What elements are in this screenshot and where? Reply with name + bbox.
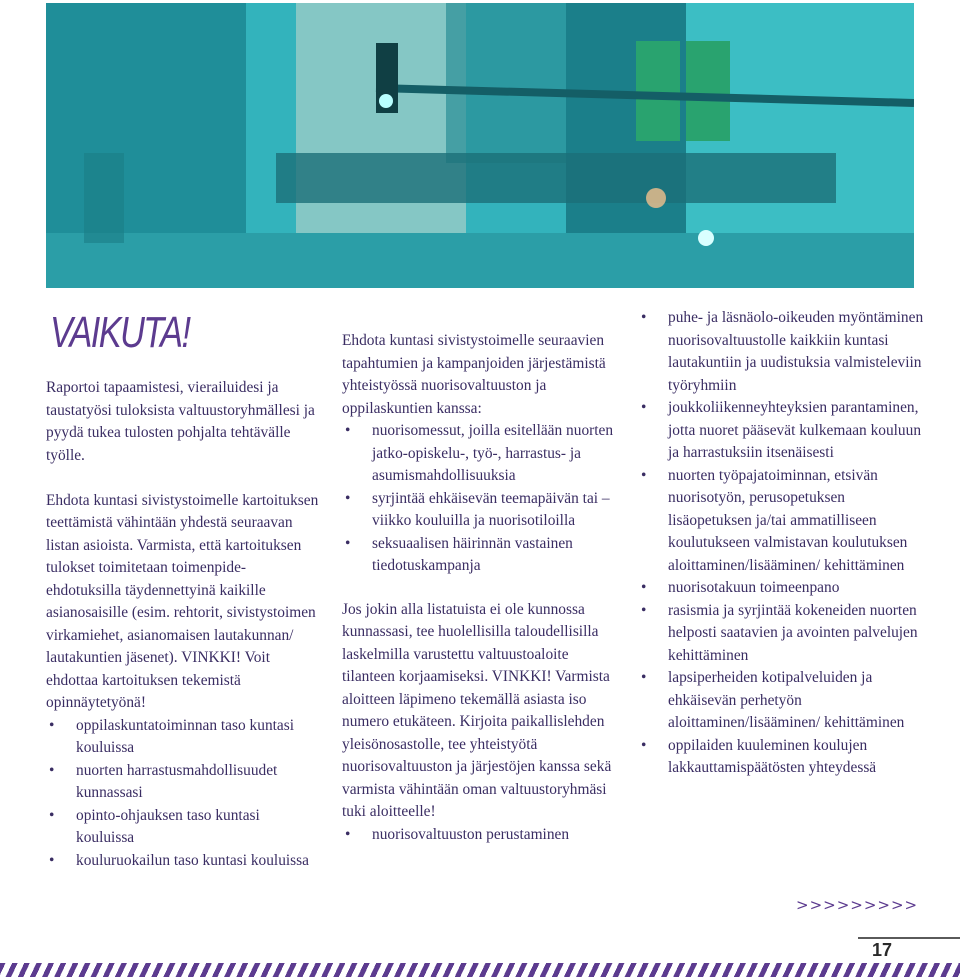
list-item: • nuorisotakuun toimeenpano (638, 577, 928, 600)
initiative-paragraph: Jos jokin alla listatuista ei ole kunnossa kunnassasi, tee huolellisilla taloudellisilla laskelmilla varustettu valtuustoaloite tilanteen korjaamiseksi. VINKKI! Varmista aloitteen läpimeno tekemällä asiasta iso numero etukäteen. Kirjoita paikallislehden yleisönosastolle, tee yhteistyötä nuorisovaltuuston ja järjestöjen kanssa sekä varmista vähintään oman valtuustoryhmäsi tuki aloitteelle! (342, 600, 612, 820)
column-left (46, 377, 321, 872)
list-item: • syrjintää ehkäisevän teemapäivän tai –viikko kouluilla ja nuorisotiloilla (342, 488, 620, 533)
header-photo (46, 3, 914, 288)
list-item: • nuorisomessut, joilla esitellään nuorten jatko-opiskelu-, työ-, harrastus- ja asumismahdollisuuksia (342, 420, 620, 488)
list-item: • oppilaiden kuuleminen koulujen lakkauttamispäätösten yhteydessä (638, 735, 928, 780)
list-item: • nuorten harrastusmahdollisuudet kunnassasi (46, 760, 321, 805)
decorative-stripe-border (0, 963, 960, 977)
list-item: • lapsiperheiden kotipalveluiden ja ehkäisevän perhetyön aloittaminen/lisääminen/ kehittäminen (638, 667, 928, 735)
initiative-list-continued (638, 307, 928, 780)
survey-paragraph: Ehdota kuntasi sivistystoimelle kartoituksen teettämistä vähintään yhdestä seuraavan listan asioista. Varmista, että kartoituksen tulokset toimitetaan toimenpide-ehdotuksilla täydennettyinä kaikille asianosaisille (esim. rehtorit, sivistystoimen virkamiehet, asianomaisen lautakunnan/ lautakuntien jäsenet). VINKKI! Voit ehdottaa kartoituksen tekemistä opinnäytetyönä! (46, 491, 319, 711)
list-item: • joukkoliikenneyhteyksien parantaminen, jotta nuoret pääsevät kulkemaan kouluun ja harrastuksiin itsenäisesti (638, 397, 928, 465)
list-item: • puhe- ja läsnäolo-oikeuden myöntäminen nuorisovaltuustolle kaikkiin kuntasi lautakuntiin ja uudistuksia valmisteleviin työryhmiin (638, 307, 928, 397)
list-item: • nuorisovaltuuston perustaminen (342, 824, 620, 847)
page-heading: VAIKUTA! (50, 308, 190, 357)
page-number: 17 (872, 940, 893, 960)
column-right (638, 307, 928, 780)
continue-arrows: >>>>>>>>> (796, 896, 919, 914)
list-item: • kouluruokailun taso kuntasi kouluissa (46, 850, 321, 873)
report-paragraph: Raportoi tapaamistesi, vierailuidesi ja taustatyösi tuloksista valtuustoryhmällesi ja pyydä tukea tulosten pohjalta tehtävälle työlle. (46, 379, 315, 464)
survey-list (46, 715, 321, 873)
list-item: • opinto-ohjauksen taso kuntasi kouluissa (46, 805, 321, 850)
street-scene-image (46, 3, 914, 288)
initiative-list (342, 824, 620, 847)
list-item: • nuorten työpajatoiminnan, etsivän nuorisotyön, perusopetuksen lisäopetuksen ja/tai ammatilliseen koulutukseen valmistavan koulutuksen aloittaminen/lisääminen/ kehittäminen (638, 465, 928, 578)
list-item: • seksuaalisen häirinnän vastainen tiedotuskampanja (342, 533, 620, 578)
list-item: • rasismia ja syrjintää kokeneiden nuorten helposti saatavien ja avointen palvelujen kehittäminen (638, 600, 928, 668)
list-item: • oppilaskuntatoiminnan taso kuntasi kouluissa (46, 715, 321, 760)
events-list (342, 420, 620, 578)
events-intro: Ehdota kuntasi sivistystoimelle seuraavien tapahtumien ja kampanjoiden järjestämistä yhteistyössä nuorisovaltuuston ja oppilaskuntien kanssa: (342, 332, 606, 417)
page-number-rule (858, 937, 960, 939)
column-middle (342, 330, 620, 846)
